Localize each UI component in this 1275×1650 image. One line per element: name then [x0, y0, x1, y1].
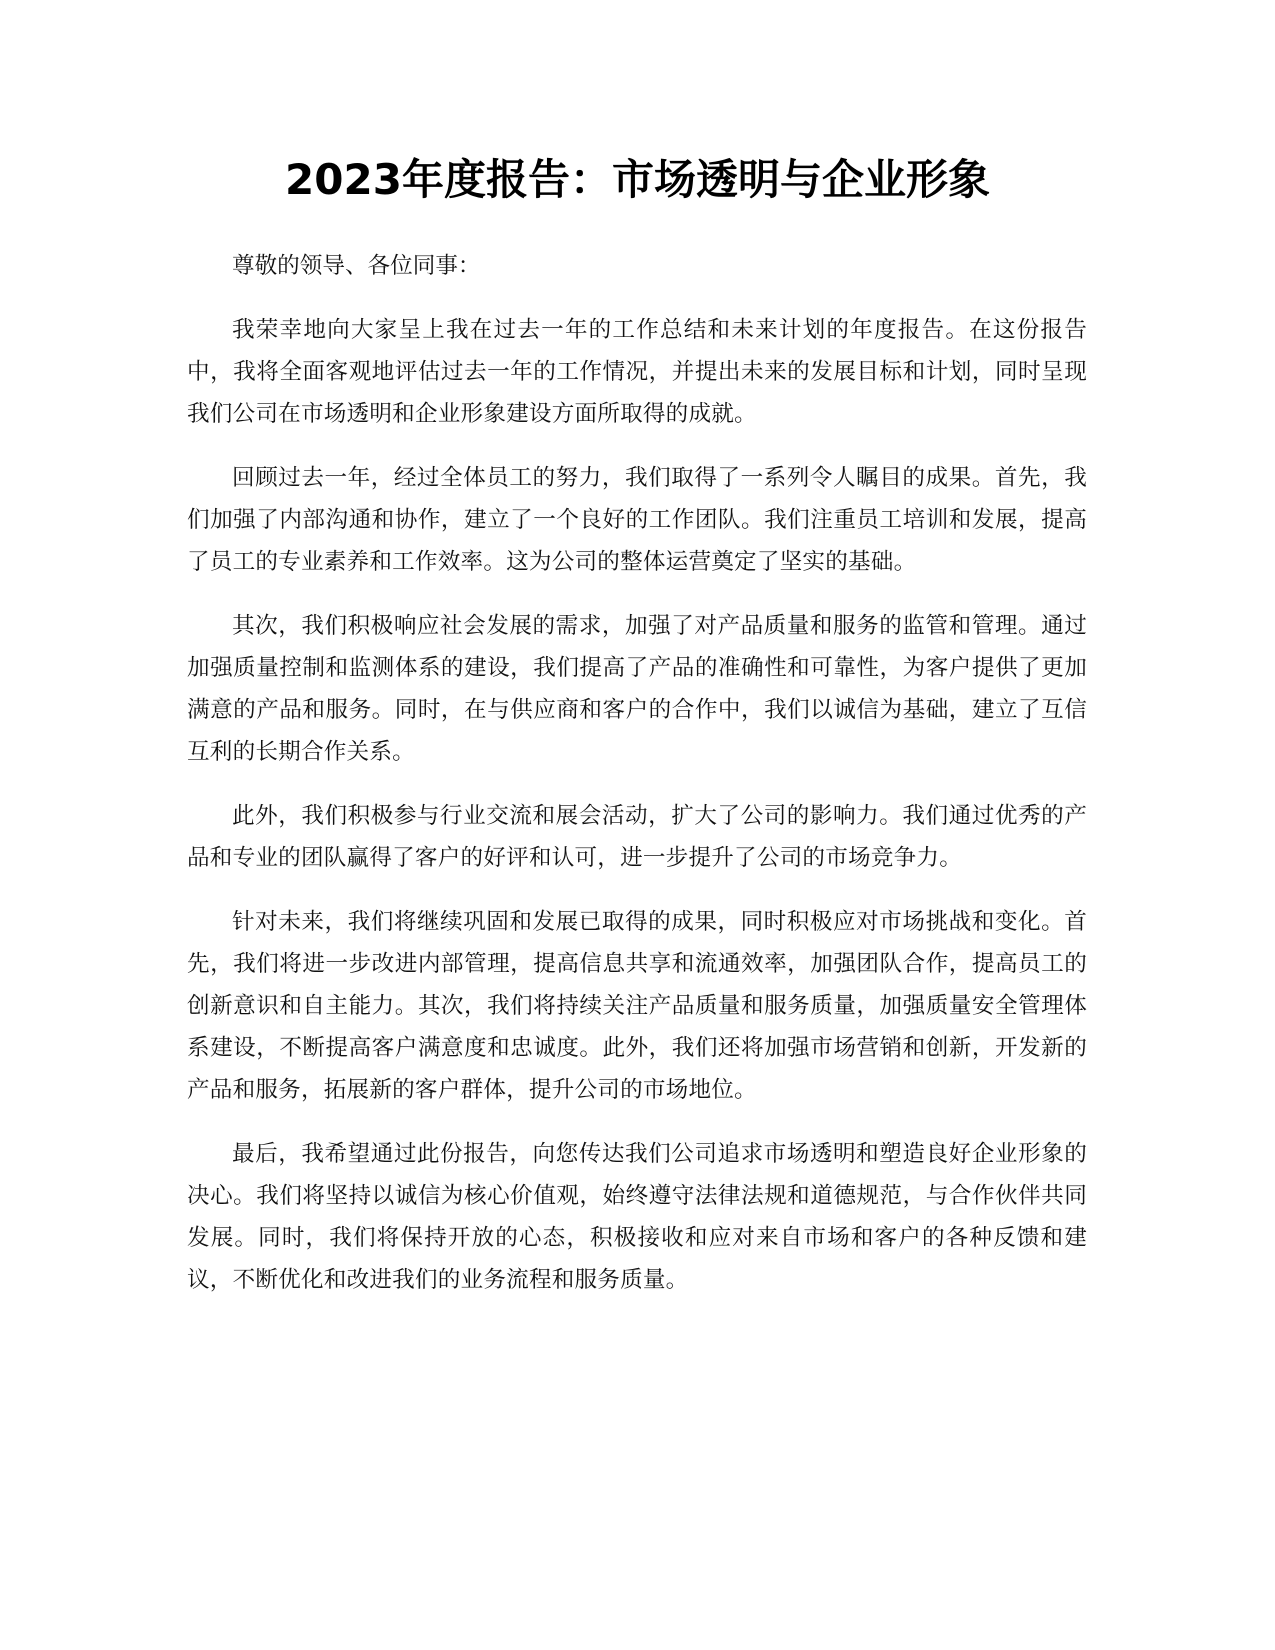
- paragraph-4: 此外，我们积极参与行业交流和展会活动，扩大了公司的影响力。我们通过优秀的产品和专业的团队赢得了客户的好评和认可，进一步提升了公司的市场竞争力。: [187, 803, 1087, 871]
- paragraph-6: 最后，我希望通过此份报告，向您传达我们公司追求市场透明和塑造良好企业形象的决心。我们将坚持以诚信为核心价值观，始终遵守法律法规和道德规范，与合作伙伴共同发展。同时，我们将保持开放的心态，积极接收和应对来自市场和客户的各种反馈和建议，不断优化和改进我们的业务流程和服务质量。: [187, 1141, 1087, 1293]
- salutation: 尊敬的领导、各位同事：: [232, 253, 481, 279]
- paragraph-3: 其次，我们积极响应社会发展的需求，加强了对产品质量和服务的监管和管理。通过加强质量控制和监测体系的建设，我们提高了产品的准确性和可靠性，为客户提供了更加满意的产品和服务。同时，在与供应商和客户的合作中，我们以诚信为基础，建立了互信互利的长期合作关系。: [187, 613, 1087, 765]
- document-title: 2023年度报告：市场透明与企业形象: [285, 155, 990, 204]
- paragraph-2: 回顾过去一年，经过全体员工的努力，我们取得了一系列令人瞩目的成果。首先，我们加强了内部沟通和协作，建立了一个良好的工作团队。我们注重员工培训和发展，提高了员工的专业素养和工作效率。这为公司的整体运营奠定了坚实的基础。: [187, 465, 1087, 575]
- document-body: [187, 245, 1087, 1323]
- paragraph-1: 我荣幸地向大家呈上我在过去一年的工作总结和未来计划的年度报告。在这份报告中，我将全面客观地评估过去一年的工作情况，并提出未来的发展目标和计划，同时呈现我们公司在市场透明和企业形象建设方面所取得的成就。: [187, 317, 1087, 427]
- paragraph-5: 针对未来，我们将继续巩固和发展已取得的成果，同时积极应对市场挑战和变化。首先，我们将进一步改进内部管理，提高信息共享和流通效率，加强团队合作，提高员工的创新意识和自主能力。其次，我们将持续关注产品质量和服务质量，加强质量安全管理体系建设，不断提高客户满意度和忠诚度。此外，我们还将加强市场营销和创新，开发新的产品和服务，拓展新的客户群体，提升公司的市场地位。: [187, 909, 1087, 1103]
